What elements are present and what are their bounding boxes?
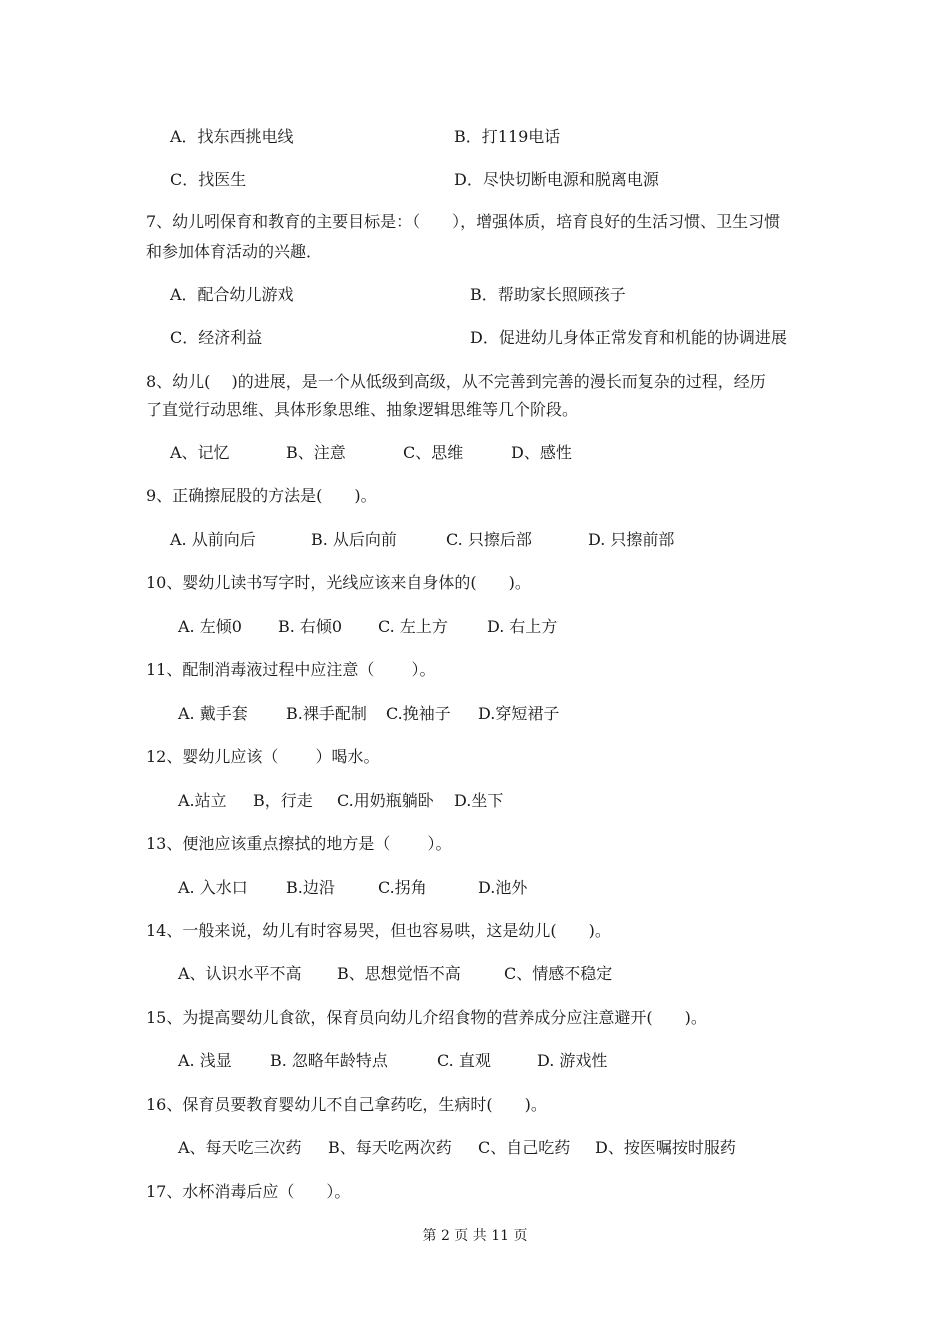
q16-stem: 16、保育员要教育婴幼儿不自己拿药吃，生病时( )。 bbox=[146, 1095, 547, 1114]
q10-stem: 10、婴幼儿读书写字时，光线应该来自身体的( )。 bbox=[146, 573, 531, 592]
q6-option-a: A．找东西挑电线 bbox=[170, 127, 294, 146]
q6-option-d: D．尽快切断电源和脱离电源 bbox=[454, 170, 659, 189]
q11-option-a: A. 戴手套 bbox=[178, 704, 248, 723]
q14-option-c: C、情感不稳定 bbox=[504, 964, 613, 983]
q13-option-c: C.拐角 bbox=[378, 878, 427, 897]
q15-stem: 15、为提高婴幼儿食欲，保育员向幼儿介绍食物的营养成分应注意避开( )。 bbox=[146, 1008, 707, 1027]
q14-option-a: A、认识水平不高 bbox=[178, 964, 302, 983]
q8-stem-line1: 8、幼儿( )的进展，是一个从低级到高级，从不完善到完善的漫长而复杂的过程，经历 bbox=[146, 372, 766, 391]
q11-option-c: C.挽袖子 bbox=[386, 704, 451, 723]
q8-option-b: B、注意 bbox=[286, 443, 346, 462]
q14-option-b: B、思想觉悟不高 bbox=[337, 964, 461, 983]
q11-stem: 11、配制消毒液过程中应注意（ ）。 bbox=[146, 660, 436, 679]
q7-option-c: C．经济利益 bbox=[170, 328, 263, 347]
q7-option-b: B．帮助家长照顾孩子 bbox=[470, 285, 626, 304]
q8-option-a: A、记忆 bbox=[170, 443, 230, 462]
q16-option-b: B、每天吃两次药 bbox=[328, 1138, 452, 1157]
q7-option-a: A．配合幼儿游戏 bbox=[170, 285, 294, 304]
q12-option-d: D.坐下 bbox=[454, 791, 504, 810]
q15-option-c: C. 直观 bbox=[437, 1051, 491, 1070]
q10-option-d: D. 右上方 bbox=[487, 617, 558, 636]
q12-option-a: A.站立 bbox=[178, 791, 227, 810]
q9-option-b: B. 从后向前 bbox=[311, 530, 397, 549]
q11-option-b: B.裸手配制 bbox=[286, 704, 367, 723]
q6-option-b: B．打119电话 bbox=[454, 127, 561, 146]
q9-option-d: D. 只擦前部 bbox=[588, 530, 675, 549]
q7-stem-line1: 7、幼儿吲保育和教育的主要目标是：（ ），增强体质，培育良好的生活习惯、卫生习惯 bbox=[146, 212, 781, 231]
q8-option-c: C、思维 bbox=[403, 443, 464, 462]
q10-option-c: C. 左上方 bbox=[378, 617, 448, 636]
q15-option-d: D. 游戏性 bbox=[537, 1051, 608, 1070]
q12-option-c: C.用奶瓶躺卧 bbox=[337, 791, 434, 810]
q13-stem: 13、便池应该重点擦拭的地方是（ ）。 bbox=[146, 834, 452, 853]
q14-stem: 14、一般来说，幼儿有时容易哭，但也容易哄，这是幼儿( )。 bbox=[146, 921, 611, 940]
q9-option-a: A. 从前向后 bbox=[170, 530, 256, 549]
q10-option-a: A. 左倾0 bbox=[178, 617, 242, 636]
q9-option-c: C. 只擦后部 bbox=[446, 530, 532, 549]
q12-stem: 12、婴幼儿应该（ ）喝水。 bbox=[146, 747, 380, 766]
q9-stem: 9、正确擦屁股的方法是( )。 bbox=[146, 486, 377, 505]
q16-option-c: C、自己吃药 bbox=[478, 1138, 571, 1157]
q7-option-d: D．促进幼儿身体正常发育和机能的协调进展 bbox=[470, 328, 787, 347]
q10-option-b: B. 右倾0 bbox=[278, 617, 343, 636]
q8-option-d: D、感性 bbox=[511, 443, 572, 462]
q16-option-d: D、按医嘱按时服药 bbox=[595, 1138, 736, 1157]
q7-stem-line2: 和参加体育活动的兴趣． bbox=[146, 242, 323, 261]
q15-option-b: B. 忽略年龄特点 bbox=[270, 1051, 388, 1070]
q6-option-c: C．找医生 bbox=[170, 170, 247, 189]
q16-option-a: A、每天吃三次药 bbox=[178, 1138, 302, 1157]
q13-option-d: D.池外 bbox=[478, 878, 528, 897]
q13-option-a: A. 入水口 bbox=[178, 878, 248, 897]
q12-option-b: B，行走 bbox=[253, 791, 313, 810]
q15-option-a: A. 浅显 bbox=[178, 1051, 232, 1070]
q11-option-d: D.穿短裙子 bbox=[478, 704, 560, 723]
page-footer: 第 2 页 共 11 页 bbox=[422, 1228, 528, 1244]
q13-option-b: B.边沿 bbox=[286, 878, 335, 897]
q8-stem-line2: 了直觉行动思维、具体形象思维、抽象逻辑思维等几个阶段。 bbox=[146, 400, 579, 419]
q17-stem: 17、水杯消毒后应（ ）。 bbox=[146, 1182, 351, 1201]
